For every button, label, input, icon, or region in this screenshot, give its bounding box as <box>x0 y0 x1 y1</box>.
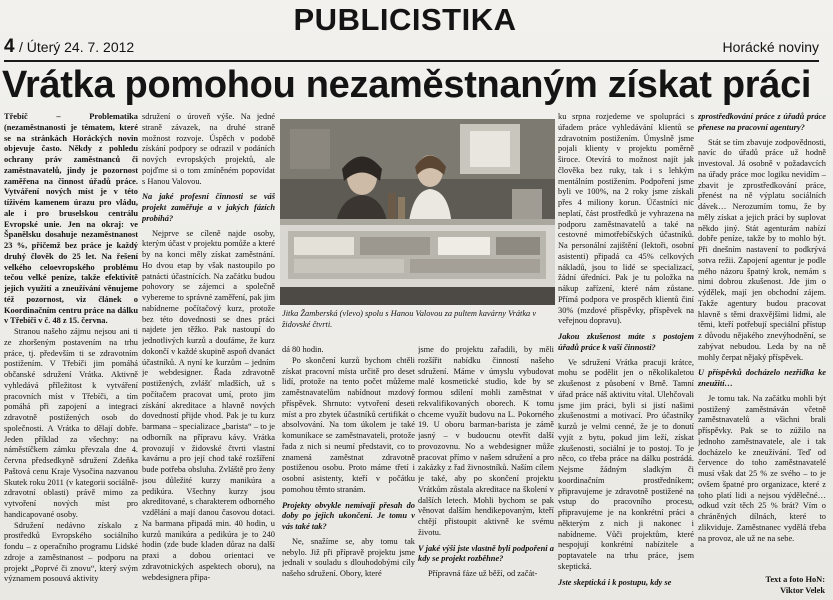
interview-question: zprostředkování práce z úřadů práce přenese na pracovní agentury? <box>698 112 826 132</box>
masthead-rule <box>4 60 819 62</box>
body-paragraph: sdružení o úroveň výše. Na jedné straně závazek, na druhé straně možnost rozvoje. Úspěch v podobě získání podpory se odrazil v podáních nových evropských projektů, ale pojďme si o tom zmíněném popovídat s Hanou Valovou. <box>142 112 275 186</box>
interview-question: Na jaké profesní činnosti se váš projekt zaměřuje a v jakých fázích probíhá? <box>142 192 275 223</box>
interview-question: Projekty obvykle nemívají přesah do doby po jejich ukončení. Je tomu v vás také tak? <box>282 500 415 531</box>
body-paragraph: Ve sdružení Vrátka pracuji krátce, mohu se podělit jen o několikaletou zkušenost z působení v Brně. Tamní úřad práce náš aktivitu vítal. Ulehčovali jsme jim práci, byli si jistí našimi zkušenostmi a motivací. Pro účastníky kurzů je velmi cenné, že je to donutí vyjít z bytu, pokud jim leží, získat zkušenosti, sociální je to postoj. To je něco, co třeba práce na dálku postrádá. Nejsme žádným sladkým či koordinačním prostředníkem; připravujeme je zdravotně postižené na vstup do pracovního procesu, připravujeme je na konkrétní práci a některým z nich ji nakonec i nabídneme. Vůči projektům, které nespojují konkrétní nabízitele a poptavatele na trhu práce, jsem skeptická. <box>558 357 694 571</box>
body-paragraph: Sdružení nedávno získalo z prostředků Evropského sociálního fondu – z operačního programu Lidské zdroje a zaměstnanost – podporu na projekt „Poprvé či znovu“, který svým významem posouvá aktivity <box>4 520 138 584</box>
section-title: PUBLICISTIKA <box>293 2 517 37</box>
interview-question: U příspěvků docházelo nezřídka ke zneužití… <box>698 368 826 388</box>
masthead <box>4 38 819 60</box>
body-paragraph: Stát se tím zbavuje zodpovědnosti, navíc do úřadů práce už hodně investoval. Já osobně v požadavcích na úřady práce moc logiku nevidím – zbavit je zprostředkování práce, přenést na ně výplatu sociálních dávek… Nerozumím tomu, že by měly získat a jejich práci by suplovat někdo jiný. Stát agenturám nabízí dobře peníze, takže by to mohlo být. Při dnešním nastavení to podkrývá sotva režii. Zapojení agentur je podle mého názoru špatný krok, nemám s nimi dobrou zkušenost. Jde jim o výdělek, mají jen obchodní zájem. Takže agentury budou pracovat hlavně s těmi draxvějšími lidmi, ale těmi, kteří potřebují speciální přístup z důvodu nějakého znevýhodnění, se zabývat nebudou. Leda by na ně mohly čerpat nějaký příspěvek. <box>698 137 826 362</box>
body-paragraph: ku srpna rozjedeme ve spolupráci s úřadem práce vyhledávání klientů se zdravotním postižením. Úmyslně jsme pojali klienty v projektu poměrně široce. Otevírá to možnost najít jak člověka bez ruky, tak i s lehkým mentálním postižením. Podpoření jsme byli ve 100%, na 2 roky jsme získali přes 4 miliony korun. Účastníci nic neplatí, část prostředků je vyhrazena na podporu zaměstnavatelů a také na cestovné mimotřebíčských účastníků. Na personální zajištění (lektoři, osobní asistenti) připadá ca 45% celkových nákladů, jsou to lidé se specializací, žádní úředníci. Pak je tu položka na nákup zařízení, které nám zůstane. Přímá podpora ve prospěch klientů činí 30% (mzdové příspěvky, příspěvek na veřejnou dopravu). <box>558 112 694 326</box>
article-photo <box>280 119 555 305</box>
dateline: / Úterý 24. 7. 2012 <box>19 39 135 55</box>
lead-paragraph: Třebíč – Problematika (nezaměstnanosti je tématem, které se na stránkách Horáckých novin objevuje často. Někdy z pohledu ochrany práv zaměstnanců či zaměstnavatelů, jindy je pozornost zaměřena na činnost úřadů práce. Vytváření nových míst je v této tíživém kamenem úrazu pro vládu, ale i pro bruselskou centrálu Evropské unie. Jen na okraj: ve Španělsku dosahuje nezaměstnanost 23 %, přičemž bez práce je každý druhý člověk do 25 let. Na řešení velkého celoevropského problému tečou velké peníze, takže efektivitě jejich využití a zneužívání věnujeme též pozornost, viz článek o Koordinačním centru práce na dálku v Třebíči v č. 48 z 15. června. <box>4 112 138 326</box>
newspaper-name: Horácké noviny <box>722 39 819 55</box>
body-paragraph: jsme do projektu zařadili, by měli rozšířit nabídku činností našeho sdružení. Máme v úmyslu vybudovat malé kosmetické studio, kde by se formou sdílení mohli zaměstnat v rekvalifikovaných oborech. K tomu chceme využít budovu na L. Pokorného 19. U oboru barman-barista je zámě jasný – v budoucnu otevřít další provozovnu. No a webdesigner může pracovat přímo v našem sdružení a pro zakázky z řad živnostníků. Naším cílem je také, aby po skončení projektu Vrátkům zůstala akreditace na školení v dalších letech. Mohli bychom se pak věnovat dalším hendikepovaným, kteří chtějí přistoupit aktivně ke svému životu. <box>418 345 554 537</box>
interview-question: Jakou zkušenost máte s postojem úřadů práce k vaší činnosti? <box>558 332 694 352</box>
article-column-2 <box>142 112 275 600</box>
article-column-1 <box>4 112 138 600</box>
body-paragraph: Nejprve se cíleně najde osoby, kterým účast v projektu pomůže a které by na konci měly získat zaměstnání. Ho dvou etap by však nastoupilo po patnácti účastnících. Na začátku budou pohovory se zájemci a společně vybereme to správné zaměření, pak jim nabídneme počítačový kurz, protože bez této dovednosti se dnes práci najdete jen těžko. Pak nastoupí do jednotlivých kurzů a doufáme, že kurz dokončí v každé skupině aspoň dvanáct účastníků. A nyní ke kurzům – jedním je webdesigner. Řada zdravotně postižených, zvlášť mladších, už s počítačem pracovat umí, proto jim získání akreditace a hlavně nových dovedností přijde vhod. Pak je tu kurz barmana – specializace „barista“ – to je odborník na přípravu kávy. Vrátka provozují v židovské čtvrti vlastní kavárnu a pro její chod také rozšíření bude potřeba obsluha. Zvláště pro ženy jsou důležité kurzy manikúra a pedikúra. Všechny kurzy jsou akreditované, s charakterem odborného vzdělání a mají danou časovou dotaci. Na barmana připadá min. 40 hodin, u kurzů manikúra a pedikúra je to 240 hodin (zde bude kladen důraz na další praxi a dobou orientaci ve zdravotnických aspektech oboru), na webdesignera připa- <box>142 228 275 582</box>
cafe-counter-photo <box>280 119 555 305</box>
body-paragraph: Stranou našeho zájmu nejsou ani ti ze zhoršeným postavením na trhu práce, tj. především ti se zdravotním postižením. V Třebíči jim pomáhá občanské sdružení Vrátka. Aktivně vyhledává příležitost k vytváření pracovních míst v Třebíči, a tím pomáhá při zapojení a integraci zdravotně postižených osob do společnosti. A Vrátka to dělají dobře. Jeden příklad za všechny: na náměstíčkem zámku převzala dne 4. června předsedkyně sdružení Zdeňka Paštová cenu Kraje Vysočina nazvanou Skutek roku 2011 (v kategorii sociálně-zdravotní oblasti) právě mimo za vytvoření nových míst pro handicapované osoby. <box>4 327 138 519</box>
article-headline: Vrátka pomohou nezaměstnaným získat práci <box>2 64 812 106</box>
page-number: 4 <box>4 36 15 57</box>
body-paragraph: Po skončení kurzů bychom chtěli získat pracovní místa určitě pro deset lidí, protože na tento počet můžeme zaměstnavatelům nabídnout mzdový příspěvek. Shrnuto: vytvoření deseti míst a pro zbytek účastníků certifikát o absolvování. Na tom úkolem je také komunikace se zaměstnavateli, protože řada z nich si neumí představit, co to znamená zaměstnat zdravotně postiženou osobu. Proto máme třetí i osobní asistenty, kteří v počátku pomohou těmto stranám. <box>282 355 415 494</box>
article-column-3 <box>282 345 415 600</box>
article-column-5 <box>558 112 694 600</box>
photo-caption: Jitka Žamberská (vlevo) spolu s Hanou Valovou za pultem kavárny Vrátka v židovské čtvrti. <box>282 309 537 329</box>
article-column-6 <box>698 112 826 600</box>
body-paragraph: dá 80 hodin. <box>282 345 324 354</box>
interview-question: V jaké výši jste vlastně byli podpořeni a kdy se projekt rozběhne? <box>418 543 554 564</box>
interview-question: Jste skeptická i k postupu, kdy se <box>558 577 672 587</box>
article-column-4 <box>418 345 554 600</box>
byline <box>766 575 825 596</box>
byline-author: Viktor Velek <box>780 585 825 595</box>
body-paragraph: Je tomu tak. Na začátku mohli být postižený zaměstnáván včetně zaměstnavatelů a všichni brali příspěvky. Pak se to zúžilo na jednoho zaměstnavatele, ale i tak docházelo ke zneužívání. Teď od července do toho zaměstnavatelé musí však dat 25 % ze svého – to je ovšem špatné pro organizace, které z toho platí lidi a nejsou výdělečné… odkud vzít těch 25 % brát? Vím o chráněných dílnách, které to zlikviduje. Zaměstnanec vydělá třeba na provoz, ale už ne na sebe. <box>698 393 826 543</box>
body-paragraph: Ne, snažíme se, aby tomu tak nebylo. Již při přípravě projektu jsme jednali v souladu s dlouhodobými cíly našeho sdružení. Obory, které <box>282 536 415 578</box>
byline-credit: Text a foto HoN: <box>765 575 825 584</box>
body-paragraph: Přípravná fáze už běží, od začát- <box>428 569 538 578</box>
